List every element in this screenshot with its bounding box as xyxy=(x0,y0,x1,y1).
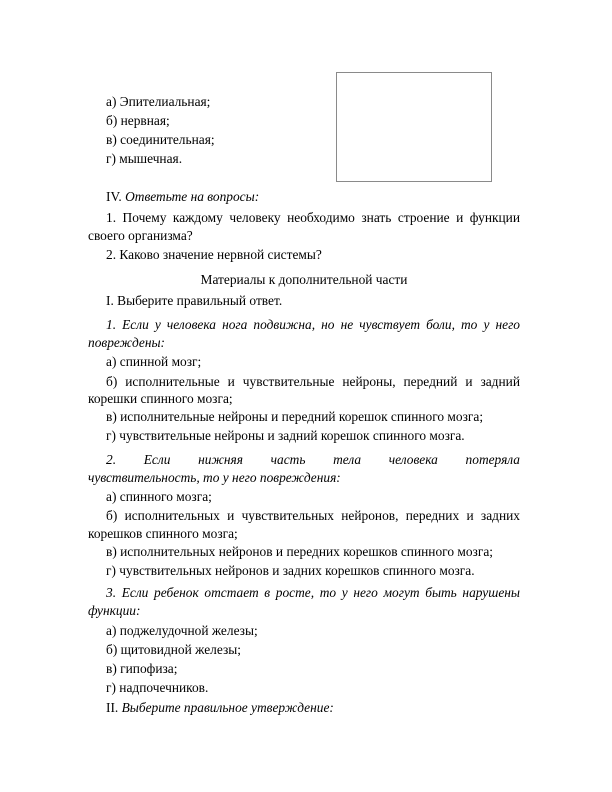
extra-q1-option-b-line2: корешки спинного мозга; xyxy=(88,391,233,406)
extra-q3-option-d: г) надпочечников. xyxy=(106,680,209,695)
extra-q1-option-b-line1: б) исполнительные и чувствительные нейроны, передний и задний xyxy=(106,374,520,389)
extra-q2-option-c: в) исполнительных нейронов и передних корешков спинного мозга; xyxy=(106,544,493,559)
extra-task2-title: Выберите правильное утверждение: xyxy=(121,700,334,715)
option-c: в) соединительная; xyxy=(106,132,215,147)
extra-task1: I. Выберите правильный ответ. xyxy=(106,293,283,308)
extra-q3-line2: функции: xyxy=(88,603,141,618)
extra-task2-heading xyxy=(106,699,334,716)
section4-question-1-line2: своего организма? xyxy=(88,228,193,243)
extra-q2-option-d: г) чувствительных нейронов и задних корешков спинного мозга. xyxy=(106,563,475,578)
extra-q3-option-a: а) поджелудочной железы; xyxy=(106,623,258,638)
extra-q3-option-c: в) гипофиза; xyxy=(106,661,178,676)
section4-number: IV. xyxy=(106,189,126,204)
extra-q2-line1: 2. Если нижняя часть тела человека потеряла xyxy=(106,452,520,467)
option-a: а) Эпителиальная; xyxy=(106,94,211,109)
extra-q3-option-b: б) щитовидной железы; xyxy=(106,642,241,657)
section4-heading xyxy=(106,188,259,205)
extra-q3-line1: 3. Если ребенок отстает в росте, то у него могут быть нарушены xyxy=(106,585,520,600)
section4-question-2: 2. Каково значение нервной системы? xyxy=(106,247,322,262)
section4-title: Ответьте на вопросы: xyxy=(125,189,260,204)
option-b: б) нервная; xyxy=(106,113,170,128)
extra-q1-line1: 1. Если у человека нога подвижна, но не чувствует боли, то у него xyxy=(106,317,520,332)
image-placeholder xyxy=(336,72,492,182)
extra-q2-line2: чувствительность, то у него повреждения: xyxy=(88,470,341,485)
extra-task2-number: II. xyxy=(106,700,122,715)
section4-question-1-line1: 1. Почему каждому человеку необходимо знать строение и функции xyxy=(106,210,520,225)
extra-q1-option-d: г) чувствительные нейроны и задний корешок спинного мозга. xyxy=(106,428,465,443)
extra-q2-option-a: а) спинного мозга; xyxy=(106,489,212,504)
extra-q2-option-b-line2: корешков спинного мозга; xyxy=(88,526,238,541)
option-d: г) мышечная. xyxy=(106,151,183,166)
extra-q1-line2: повреждены: xyxy=(88,335,166,350)
extra-q2-option-b-line1: б) исполнительных и чувствительных нейронов, передних и задних xyxy=(106,508,520,523)
extra-heading: Материалы к дополнительной части xyxy=(200,272,408,287)
extra-q1-option-a: а) спинной мозг; xyxy=(106,354,202,369)
extra-q1-option-c: в) исполнительные нейроны и передний корешок спинного мозга; xyxy=(106,409,484,424)
